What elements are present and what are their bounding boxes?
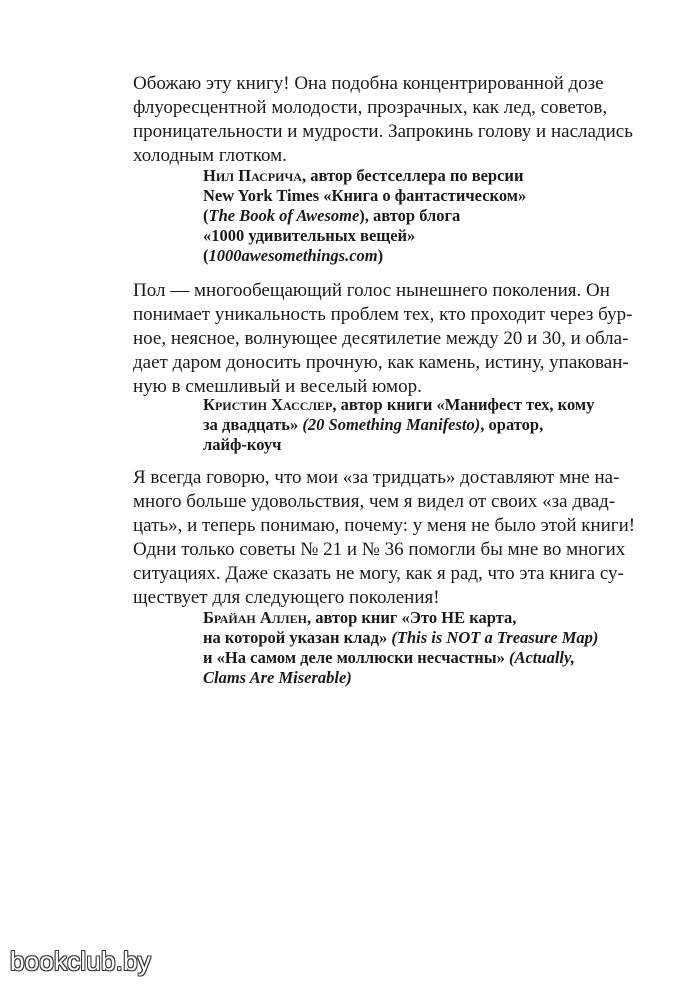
book-title: (Actually, <box>508 648 575 667</box>
quote-line: проницательности и мудрости. Запрокинь голову и насладись <box>133 121 633 142</box>
quote-line: Обожаю эту книгу! Она подобна концентрированной дозе <box>133 73 604 94</box>
quote-line: Одни только советы № 21 и № 36 помогли бы мне во многих <box>133 539 626 560</box>
testimonial-attribution-3 <box>203 608 633 688</box>
quote-line: Я всегда говорю, что мои «за тридцать» доставляют мне на- <box>133 467 620 488</box>
quote-line: флуоресцентной молодости, прозрачных, как лед, советов, <box>133 97 608 118</box>
attribution-text: ( <box>203 246 209 265</box>
testimonial-quote-1 <box>133 72 633 168</box>
watermark-logo: bookclub.by <box>10 946 151 976</box>
attribution-text: на которой указан клад» <box>203 628 392 647</box>
attribution-text: ) <box>377 246 384 265</box>
testimonial-attribution-2 <box>203 395 633 455</box>
quote-line: цать», и теперь понимаю, почему: у меня не было этой книги! <box>133 515 636 536</box>
author-name: Кристин Хасслер <box>203 395 333 414</box>
attribution-text: ( <box>203 206 209 225</box>
attribution-text: ), автор блога <box>359 206 461 225</box>
attribution-line <box>203 415 633 435</box>
quote-line: холодным глотком. <box>133 145 287 166</box>
attribution-line <box>203 648 633 668</box>
attribution-text: , автор бестселлера по версии <box>301 166 524 185</box>
attribution-text: , оратор, <box>480 415 544 434</box>
attribution-line <box>203 395 633 415</box>
attribution-text: и «На самом деле моллюски несчастны» <box>203 648 509 667</box>
attribution-line: «1000 удивительных вещей» <box>203 226 416 245</box>
attribution-text: за двадцать» <box>203 415 303 434</box>
book-title: (This is NOT a Treasure Map) <box>391 628 599 647</box>
quote-line: ную в смешливый и веселый юмор. <box>133 376 422 397</box>
quote-line: ществует для следующего поколения! <box>133 587 440 608</box>
attribution-text: , автор книги «Манифест тех, кому <box>332 395 595 414</box>
quote-line: Пол — многообещающий голос нынешнего поколения. Он <box>133 280 610 301</box>
testimonial-attribution-1 <box>203 166 633 266</box>
attribution-line <box>203 628 633 648</box>
attribution-line <box>203 206 633 226</box>
quote-line: понимает уникальность проблем тех, кто проходит через бур- <box>133 304 633 325</box>
website: 1000awesomethings.com <box>208 246 378 265</box>
quote-line: дает даром доносить прочную, как камень, истину, упакован- <box>133 352 629 373</box>
attribution-line <box>203 246 633 266</box>
quote-line: много больше удовольствия, чем я видел от своих «за двад- <box>133 491 616 512</box>
book-title: (20 Something Manifesto) <box>302 415 481 434</box>
quote-line: ное, неясное, волнующее десятилетие между 20 и 30, и облa- <box>133 328 629 349</box>
testimonial-quote-3 <box>133 466 636 610</box>
attribution-line: Clams Are Miserable) <box>203 668 352 687</box>
attribution-line <box>203 166 633 186</box>
book-title: The Book of Awesome <box>208 206 360 225</box>
attribution-line <box>203 608 633 628</box>
attribution-text: , автор книг «Это НЕ карта, <box>306 608 517 627</box>
attribution-line: New York Times «Книга о фантастическом» <box>203 186 527 205</box>
author-name: Брайан Аллен <box>203 608 307 627</box>
author-name: Нил Пасрича <box>203 166 302 185</box>
testimonial-quote-2 <box>133 279 633 399</box>
attribution-line: лайф-коуч <box>203 435 282 454</box>
quote-line: ситуациях. Даже сказать не могу, как я рад, что эта книга су- <box>133 563 624 584</box>
